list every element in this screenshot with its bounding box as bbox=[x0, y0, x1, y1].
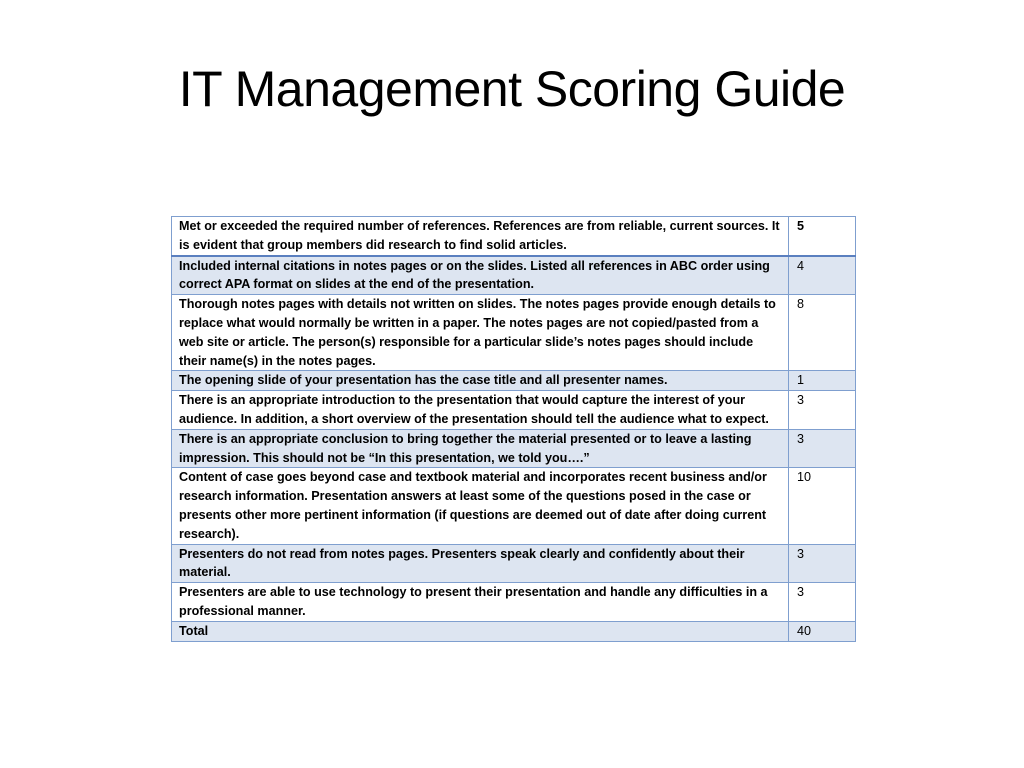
page-title: IT Management Scoring Guide bbox=[178, 61, 846, 117]
total-points: 40 bbox=[789, 621, 856, 641]
criterion-cell: There is an appropriate introduction to the presentation that would capture the interest of your audience. In addition, a short overview of the presentation should tell the audience what to expect. bbox=[172, 391, 789, 430]
criterion-cell: Presenters do not read from notes pages. Presenters speak clearly and confidently about their material. bbox=[172, 544, 789, 583]
table-row bbox=[172, 468, 856, 544]
points-cell: 3 bbox=[789, 429, 856, 468]
table-row bbox=[172, 295, 856, 371]
criterion-cell: Thorough notes pages with details not written on slides. The notes pages provide enough details to replace what would normally be written in a paper. The notes pages are not copied/pasted from a web site or article. The person(s) responsible for a particular slide’s notes pages should include their name(s) in the notes pages. bbox=[172, 295, 789, 371]
criterion-cell: Content of case goes beyond case and textbook material and incorporates recent business and/or research information. Presentation answers at least some of the questions posed in the case or presents other more pertinent information (if questions are deemed out of date after doing current research). bbox=[172, 468, 789, 544]
total-row bbox=[172, 621, 856, 641]
table-row bbox=[172, 371, 856, 391]
points-cell: 4 bbox=[789, 256, 856, 295]
points-cell: 1 bbox=[789, 371, 856, 391]
scoring-rubric-table bbox=[171, 216, 856, 642]
points-cell: 8 bbox=[789, 295, 856, 371]
table-row bbox=[172, 391, 856, 430]
table-row bbox=[172, 544, 856, 583]
criterion-cell: Included internal citations in notes pages or on the slides. Listed all references in ABC order using correct APA format on slides at the end of the presentation. bbox=[172, 256, 789, 295]
points-cell: 10 bbox=[789, 468, 856, 544]
criterion-cell: The opening slide of your presentation has the case title and all presenter names. bbox=[172, 371, 789, 391]
table-row bbox=[172, 217, 856, 256]
table-row bbox=[172, 429, 856, 468]
points-cell: 3 bbox=[789, 583, 856, 622]
table-row bbox=[172, 583, 856, 622]
points-cell: 5 bbox=[789, 217, 856, 256]
table-row bbox=[172, 256, 856, 295]
points-cell: 3 bbox=[789, 544, 856, 583]
criterion-cell: There is an appropriate conclusion to bring together the material presented or to leave a lasting impression. This should not be “In this presentation, we told you….” bbox=[172, 429, 789, 468]
points-cell: 3 bbox=[789, 391, 856, 430]
criterion-cell: Presenters are able to use technology to present their presentation and handle any difficulties in a professional manner. bbox=[172, 583, 789, 622]
criterion-cell: Met or exceeded the required number of references. References are from reliable, current sources. It is evident that group members did research to find solid articles. bbox=[172, 217, 789, 256]
total-label: Total bbox=[172, 621, 789, 641]
